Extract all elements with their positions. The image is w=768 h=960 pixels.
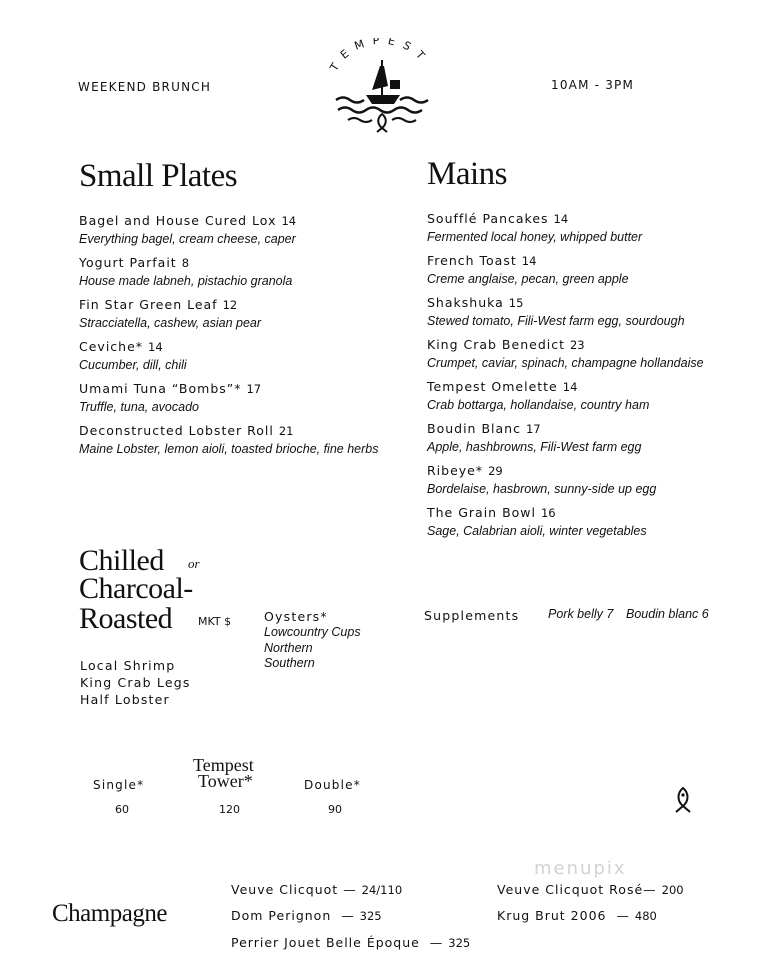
- menu-item: [79, 297, 261, 331]
- wine-name: Krug Brut 2006: [497, 908, 607, 923]
- champagne-item: Veuve Clicquot Rosé— 200: [497, 882, 684, 897]
- item-desc: Creme anglaise, pecan, green apple: [427, 272, 629, 286]
- menu-item: [427, 379, 649, 413]
- champagne-item: Krug Brut 2006 — 480: [497, 908, 657, 923]
- oyster-item: Lowcountry Cups: [264, 625, 361, 639]
- item-desc: Cucumber, dill, chili: [79, 358, 187, 372]
- item-price: 14: [562, 380, 578, 394]
- wine-price: 325: [359, 909, 382, 923]
- champagne-item: Perrier Jouet Belle Époque — 325: [231, 935, 471, 950]
- item-desc: Fermented local honey, whipped butter: [427, 230, 643, 244]
- item-desc: Maine Lobster, lemon aioli, toasted brioche, fine herbs: [79, 442, 379, 456]
- item-name: French Toast: [427, 253, 517, 268]
- brunch-label: WEEKEND BRUNCH: [78, 80, 212, 94]
- supplement-price: 6: [701, 607, 709, 621]
- item-name: Ribeye*: [427, 463, 484, 478]
- item-desc: Bordelaise, hasbrown, sunny-side up egg: [427, 482, 657, 496]
- item-price: 23: [569, 338, 585, 352]
- tempest-logo: [322, 38, 442, 138]
- champagne-title: Champagne: [52, 900, 167, 927]
- raw-bar-or: or: [188, 556, 200, 571]
- item-name: Soufflé Pancakes: [427, 211, 549, 226]
- item-name: Deconstructed Lobster Roll: [79, 423, 274, 438]
- tempest-tower-label-1: Tempest: [193, 755, 254, 775]
- supplement-price: 7: [606, 607, 614, 621]
- supplement-item: [626, 607, 709, 621]
- oyster-item: Northern: [264, 641, 313, 655]
- watermark: menupix: [534, 858, 627, 879]
- item-desc: Stracciatella, cashew, asian pear: [79, 316, 262, 330]
- supplements-label: Supplements: [424, 608, 520, 623]
- champagne-item: Dom Perignon — 325: [231, 908, 382, 923]
- item-name: The Grain Bowl: [427, 505, 536, 520]
- item-price: 14: [281, 214, 297, 228]
- wine-name: Veuve Clicquot: [231, 882, 339, 897]
- small-plates-title: Small Plates: [79, 158, 238, 194]
- item-desc: Crumpet, caviar, spinach, champagne hollandaise: [427, 356, 704, 370]
- menu-item: [427, 337, 704, 371]
- item-desc: Truffle, tuna, avocado: [79, 400, 199, 414]
- wine-name: Perrier Jouet Belle Époque: [231, 935, 420, 950]
- supplement-name: Boudin blanc: [626, 607, 699, 621]
- item-price: 8: [181, 256, 190, 270]
- mkt-price: MKT $: [198, 615, 232, 628]
- fish-icon: [672, 786, 694, 814]
- menu-item: [427, 421, 641, 455]
- raw-bar-title-1: Chilled: [79, 544, 164, 577]
- item-desc: Sage, Calabrian aioli, winter vegetables: [427, 524, 647, 538]
- item-price: 12: [222, 298, 238, 312]
- item-price: 14: [148, 340, 163, 354]
- item-desc: Crab bottarga, hollandaise, country ham: [427, 398, 650, 412]
- menu-item: [427, 253, 629, 287]
- item-price: 16: [540, 506, 556, 520]
- item-desc: Stewed tomato, Fili-West farm egg, sourdough: [427, 314, 685, 328]
- item-price: 14: [553, 212, 569, 226]
- hours-label: 10AM - 3PM: [551, 78, 635, 92]
- item-name: Boudin Blanc: [427, 421, 521, 436]
- tempest-tower-label-2: Tower*: [198, 771, 253, 791]
- wine-price: 200: [661, 883, 684, 897]
- single-tower-price: 60: [115, 803, 129, 816]
- item-price: 21: [278, 424, 294, 438]
- wine-price: 480: [634, 909, 657, 923]
- item-name: Ceviche*: [79, 339, 144, 354]
- item-price: 14: [521, 254, 537, 268]
- champagne-item: Veuve Clicquot — 24/110: [231, 882, 403, 897]
- raw-item: Half Lobster: [80, 692, 170, 707]
- double-tower-price: 90: [328, 803, 342, 816]
- supplement-name: Pork belly: [548, 607, 603, 621]
- item-name: Fin Star Green Leaf: [79, 297, 218, 312]
- item-price: 17: [246, 382, 262, 396]
- single-tower-label: Single*: [93, 778, 145, 792]
- item-name: Shakshuka: [427, 295, 504, 310]
- item-desc: House made labneh, pistachio granola: [79, 274, 293, 288]
- supplement-item: [548, 607, 613, 621]
- wine-price: 24/110: [361, 883, 403, 897]
- tempest-tower-price: 120: [219, 803, 240, 816]
- item-name: Tempest Omelette: [427, 379, 558, 394]
- wine-name: Dom Perignon: [231, 908, 332, 923]
- item-desc: Everything bagel, cream cheese, caper: [79, 232, 296, 246]
- raw-item: Local Shrimp: [80, 658, 176, 673]
- mains-title: Mains: [427, 156, 507, 192]
- wine-price: 325: [448, 936, 471, 950]
- double-tower-label: Double*: [304, 778, 361, 792]
- menu-item: [79, 255, 292, 289]
- item-price: 17: [525, 422, 541, 436]
- raw-bar-title-2: Charcoal-: [79, 572, 193, 605]
- menu-item: [427, 211, 642, 245]
- menu-item: [79, 381, 261, 415]
- item-price: 29: [488, 464, 503, 478]
- menu-item: [427, 505, 647, 539]
- item-desc: Apple, hashbrowns, Fili-West farm egg: [427, 440, 642, 454]
- raw-item: King Crab Legs: [80, 675, 191, 690]
- menu-item: [427, 295, 685, 329]
- menu-item: [427, 463, 656, 497]
- oyster-item: Southern: [264, 656, 315, 670]
- item-name: Yogurt Parfait: [79, 255, 177, 270]
- wine-name: Veuve Clicquot Rosé: [497, 882, 644, 897]
- item-price: 15: [508, 296, 524, 310]
- item-name: Bagel and House Cured Lox: [79, 213, 277, 228]
- raw-bar-title-3: Roasted: [79, 602, 173, 635]
- oysters-label: Oysters*: [264, 609, 328, 624]
- item-name: King Crab Benedict: [427, 337, 565, 352]
- menu-item: [79, 339, 187, 373]
- item-name: Umami Tuna “Bombs”*: [79, 381, 242, 396]
- menu-item: [79, 423, 378, 457]
- logo-text: TEMPEST: [327, 38, 433, 74]
- menu-item: [79, 213, 296, 247]
